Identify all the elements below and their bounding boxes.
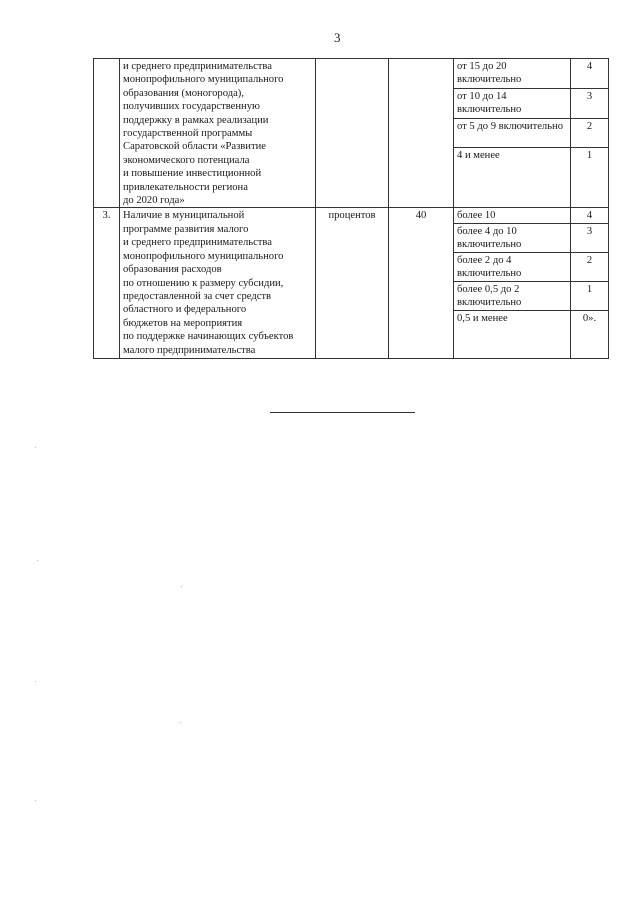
- criteria-table: [93, 58, 609, 359]
- unit-cell: процентов: [316, 208, 389, 358]
- page-number: 3: [334, 30, 341, 45]
- weight-cell: 40: [389, 208, 454, 358]
- scan-speck: [35, 800, 36, 801]
- range-cell: от 5 до 9 включительно: [454, 118, 571, 147]
- range-cell: более 4 до 10 включительно: [454, 223, 571, 252]
- description-line: монопрофильного муниципального: [123, 250, 284, 262]
- description-line: Саратовской области «Развитие: [123, 141, 266, 153]
- description-line: предоставленной за счет средств: [123, 290, 272, 302]
- unit-cell: [316, 59, 389, 208]
- description-line: и среднего предпринимательства: [123, 61, 272, 72]
- range-cell: более 2 до 4 включительно: [454, 252, 571, 281]
- scan-speck: [35, 681, 36, 682]
- description-line: областного и федерального: [123, 304, 247, 316]
- score-cell: 2: [571, 252, 609, 281]
- range-cell: 0,5 и менее: [454, 310, 571, 358]
- description-line: образования расходов: [123, 264, 222, 276]
- description-line: государственной программы: [123, 128, 253, 140]
- score-cell: 1: [571, 148, 609, 208]
- description-line: и среднего предпринимательства: [123, 237, 272, 249]
- score-cell: 2: [571, 118, 609, 147]
- criterion-description: [120, 208, 316, 358]
- description-line: бюджетов на мероприятия: [123, 317, 243, 329]
- range-cell: от 10 до 14 включительно: [454, 88, 571, 118]
- scan-speck: [180, 722, 181, 723]
- end-divider-line: [270, 412, 415, 413]
- score-cell: 1: [571, 281, 609, 310]
- description-line: до 2020 года»: [123, 195, 185, 207]
- description-line: по отношению к размеру субсидии,: [123, 277, 284, 289]
- score-cell: 3: [571, 88, 609, 118]
- description-line: и повышение инвестиционной: [123, 168, 262, 180]
- description-line: получивших государственную: [123, 101, 260, 113]
- score-cell: 4: [571, 208, 609, 223]
- description-line: малого предпринимательства: [123, 344, 256, 356]
- range-cell: от 15 до 20 включительно: [454, 59, 571, 89]
- table-row: [94, 59, 609, 89]
- description-line: поддержку в рамках реализации: [123, 114, 269, 126]
- score-cell: 0».: [571, 310, 609, 358]
- scan-speck: [35, 447, 36, 448]
- range-cell: более 10: [454, 208, 571, 223]
- scan-speck: [37, 560, 38, 561]
- weight-cell: [389, 59, 454, 208]
- range-cell: 4 и менее: [454, 148, 571, 208]
- criterion-description: [120, 59, 316, 208]
- score-cell: 3: [571, 223, 609, 252]
- table-row: [94, 208, 609, 223]
- description-line: программе развития малого: [123, 223, 249, 235]
- row-number: [94, 59, 120, 208]
- description-line: привлекательности региона: [123, 181, 248, 193]
- description-line: монопрофильного муниципального: [123, 74, 284, 86]
- description-line: экономического потенциала: [123, 154, 250, 166]
- scan-speck: [181, 586, 182, 587]
- row-number: 3.: [94, 208, 120, 358]
- description-line: образования (моногорода),: [123, 87, 244, 99]
- description-line: Наличие в муниципальной: [123, 210, 245, 222]
- description-line: по поддержке начинающих субъектов: [123, 331, 294, 343]
- score-cell: 4: [571, 59, 609, 89]
- range-cell: более 0,5 до 2 включительно: [454, 281, 571, 310]
